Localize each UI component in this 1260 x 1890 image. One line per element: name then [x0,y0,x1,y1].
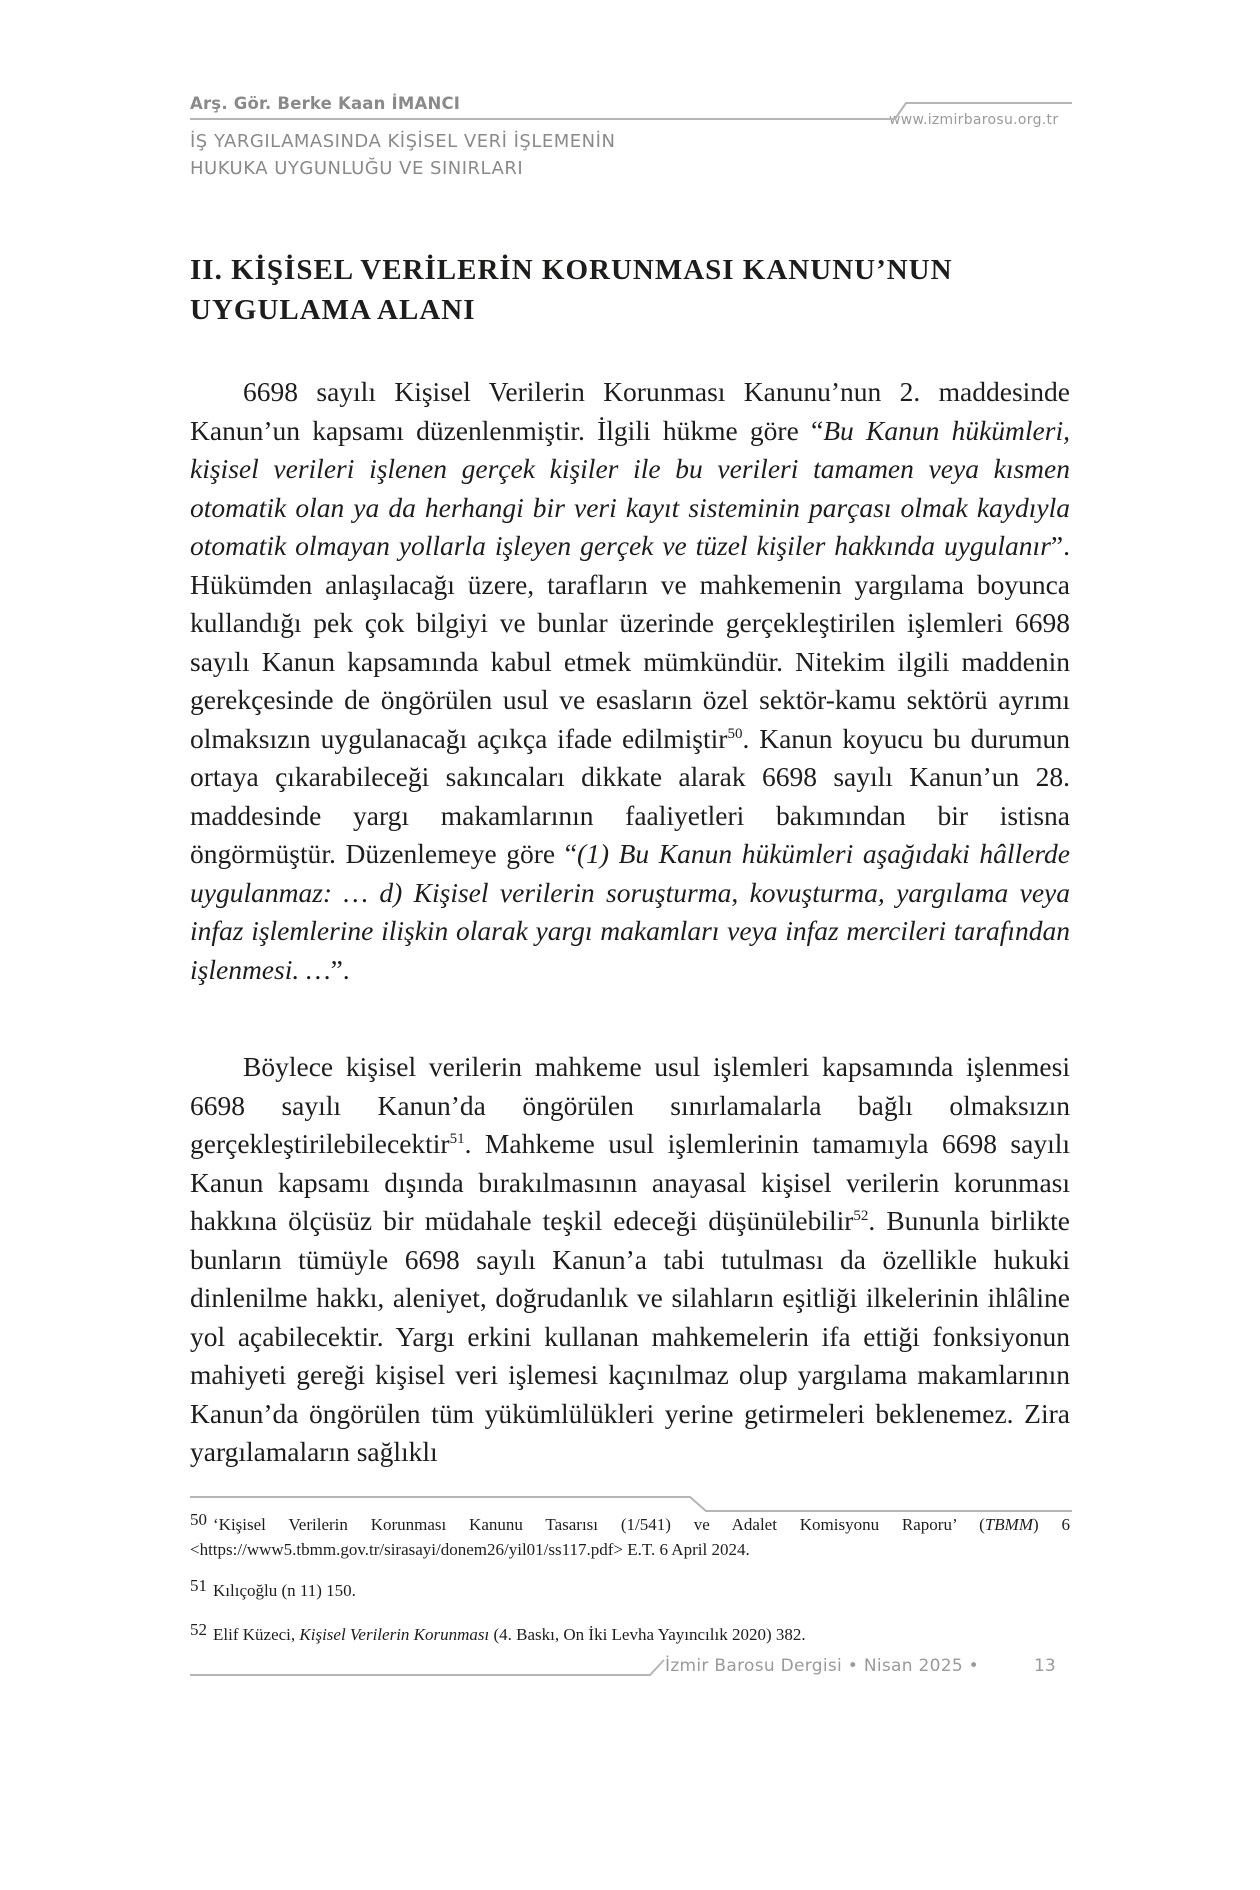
p1-text-b: ”. Hükümden anlaşılacağı üzere, tarafların ve mahkemenin yargılama boyunca kullandığı pek çok bilgiyi ve bunlar üzerinde gerçekleştirilen işlemleri 6698 sayılı Kanun kapsamında kabul etmek mümkündür. Nitekim ilgili maddenin gerekçesinde de öngörülen usul ve esasların özel sektör-kamu sektörü ayrımı olmaksızın uygulanacağı açıkça ifade edilmiştir [190,530,1070,754]
footnote-50 [190,1512,1070,1562]
body-paragraph-1 [190,373,1070,989]
footnote-text: (4. Baskı, On İki Levha Yayıncılık 2020) 382. [489,1625,806,1644]
footnote-text: Kılıçoğlu (n 11) 150. [213,1581,356,1600]
header-author: Arş. Gör. Berke Kaan İMANCI [190,94,461,113]
page-number: 13 [1034,1656,1056,1676]
section-heading: II. KİŞİSEL VERİLERİN KORUNMASI KANUNU’NUN UYGULAMA ALANI [190,254,953,326]
footnote-text: ) 6 <https://www5.tbmm.gov.tr/sirasayi/donem26/yil01/ss117.pdf> E.T. 6 April 2024. [190,1515,1070,1559]
footer-rule [190,1660,664,1675]
p2-text-c: . Bununla birlikte bunların tümüyle 6698 sayılı Kanun’a tabi tutulması da özellikle hukuki dinlenilme hakkı, aleniyet, doğrudanlık ve silahların eşitliği ilkelerinin ihlâline yol açabilecektir. Yargı erkini kullanan mahkemelerin ifa ettiği fonksiyonun mahiyeti gereği kişisel veri işlemesi kaçınılmaz olup yargılama makamlarının Kanun’da öngörülen tüm yükümlülükleri yerine getirmeleri beklenemez. Zira yargılamaların sağlıklı [190,1205,1070,1467]
p1-quote-article-2: Bu Kanun hükümleri, kişisel verileri işlenen gerçek kişiler ile bu verileri tamamen veya kısmen otomatik olan ya da herhangi bir veri kayıt sisteminin parçası olmak kaydıyla otomatik olmayan yollarla işleyen gerçek ve tüzel kişiler hakkında uygulanır [190,414,1070,561]
header-rule [190,103,1072,119]
footnote-number: 51 [190,1576,207,1595]
p1-text-d: ”. [330,953,350,985]
p2-text-a: Böylece kişisel verilerin mahkeme usul işlemleri kapsamında işlenmesi 6698 sayılı Kanun’da öngörülen sınırlamalarla bağlı olmaksızın gerçekleştirilebilecektir [190,1051,1070,1159]
footnote-text: ‘Kişisel Verilerin Korunması Kanunu Tasarısı (1/541) ve Adalet Komisyonu Raporu’ ( [213,1515,985,1534]
footnote-rule [190,1497,1072,1511]
footnote-number: 52 [190,1620,207,1639]
footnote-ref-51[interactable]: 51 [449,1130,465,1147]
footnote-italic: Kişisel Verilerin Korunması [299,1625,490,1644]
header-website: www.izmirbarosu.org.tr [889,112,1059,128]
p2-text-b: . Mahkeme usul işlemlerinin tamamıyla 6698 sayılı Kanun kapsamı dışında bırakılmasının anayasal kişisel verilerin korunması hakkına ölçüsüz bir müdahale teşkil edeceği düşünülebilir [190,1128,1070,1236]
footnote-ref-50[interactable]: 50 [727,725,743,742]
footer-journal: İzmir Barosu Dergisi • Nisan 2025 • [665,1656,980,1676]
p1-text-a: 6698 sayılı Kişisel Verilerin Korunması Kanunu’nun 2. maddesinde Kanun’un kapsamı düzenlenmiştir. İlgili hükme göre “ [190,376,1070,446]
header-title-line-2: HUKUKA UYGUNLUĞU VE SINIRLARI [190,158,524,179]
footnote-number: 50 [190,1510,207,1529]
p1-text-c: . Kanun koyucu bu durumun ortaya çıkarabileceği sakıncaları dikkate alarak 6698 sayılı Kanun’un 28. maddesinde yargı makamlarının faaliyetleri bakımından bir istisna öngörmüştür. Düzenlemeye göre “ [190,722,1070,869]
footnote-51 [190,1578,1070,1603]
header-title-line-1: İŞ YARGILAMASINDA KİŞİSEL VERİ İŞLEMENİN [190,131,616,152]
p1-quote-article-28: (1) Bu Kanun hükümleri aşağıdaki hâllerde uygulanmaz: … d) Kişisel verilerin soruşturma, kovuşturma, yargılama veya infaz işlemlerine ilişkin olarak yargı makamları veya infaz mercileri tarafından işlenmesi. … [190,838,1070,985]
footnote-text: Elif Küzeci, [213,1625,300,1644]
footnote-italic: TBMM [984,1515,1034,1534]
body-paragraph-2 [190,1048,1070,1472]
footnote-52 [190,1622,1070,1647]
footnote-ref-52[interactable]: 52 [853,1207,869,1224]
